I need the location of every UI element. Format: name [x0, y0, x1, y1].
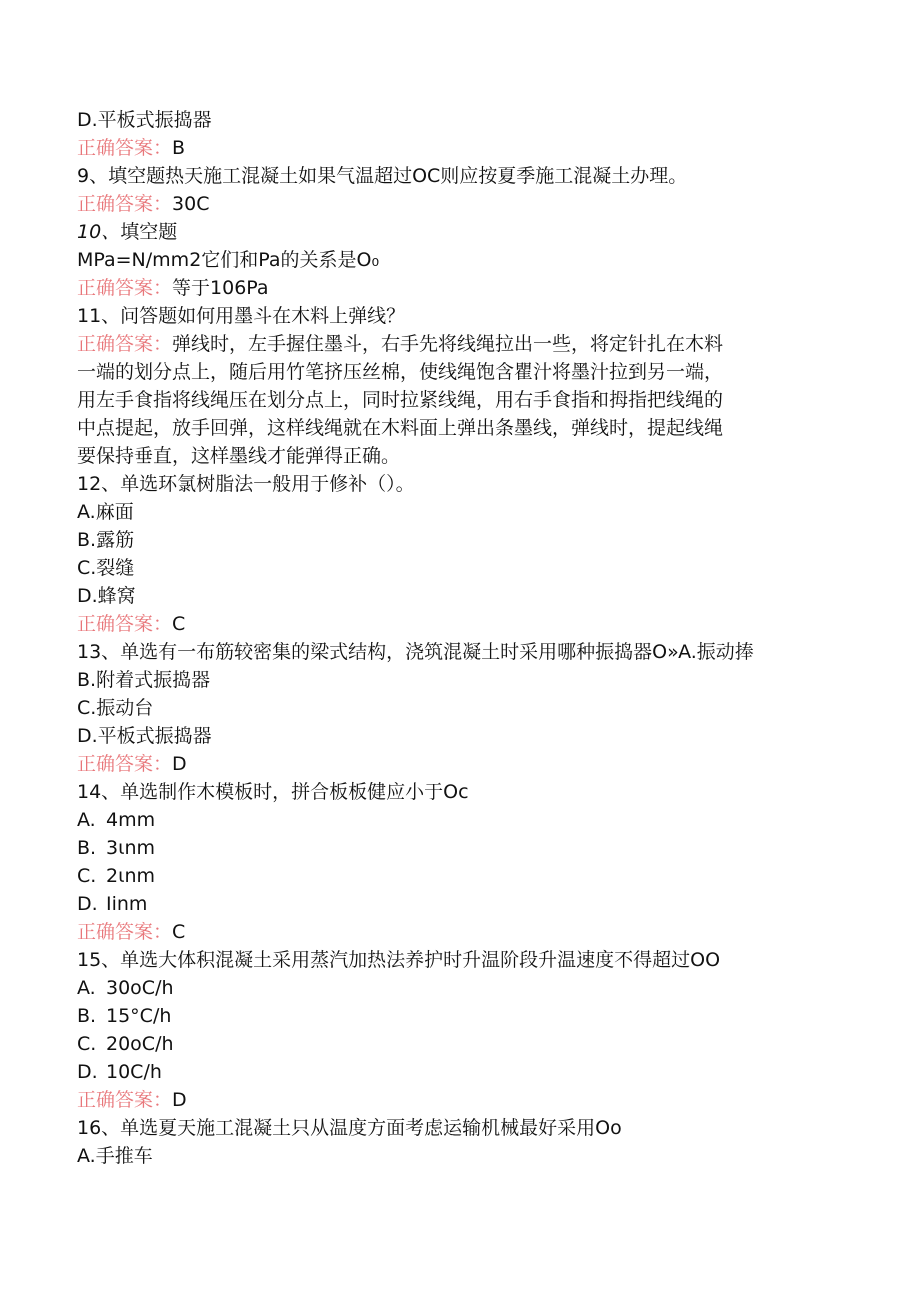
option-key: B. — [77, 1005, 97, 1027]
q11-question: 11、问答题如何用墨斗在木料上弹线？ — [77, 305, 406, 327]
q9-answer — [77, 190, 209, 218]
option-key: A. — [77, 809, 96, 831]
q15-option-d — [77, 1058, 162, 1086]
q13-option-c: C.振动台 — [77, 697, 154, 719]
q14-option-b — [77, 834, 155, 862]
option-key: D. — [77, 1061, 98, 1083]
option-key: B. — [77, 837, 97, 859]
answer-value: 等于106Pa — [172, 277, 269, 299]
q15-option-c — [77, 1030, 174, 1058]
answer-label: 正确答案： — [77, 921, 173, 943]
option-value: 2ιnm — [106, 865, 156, 887]
q16-option-a: A.手推车 — [77, 1145, 153, 1167]
answer-value: 弹线时，左手握住墨斗，右手先将线绳拉出一些，将定针扎在木料 — [172, 333, 724, 355]
option-value: 15°C∕h — [106, 1005, 172, 1027]
q11-answer — [77, 330, 723, 358]
q10-number: 10、 — [77, 221, 121, 243]
option-key: C. — [77, 1033, 97, 1055]
q12-option-b: B.露筋 — [77, 529, 135, 551]
answer-value: C — [172, 921, 186, 943]
q12-option-d: D.蜂窝 — [77, 585, 136, 607]
q10-header — [77, 218, 177, 246]
q12-answer — [77, 610, 185, 638]
answer-value: 30C — [172, 193, 210, 215]
option-value: 30oC∕h — [106, 977, 174, 999]
answer-label: 正确答案： — [77, 613, 173, 635]
answer-label: 正确答案： — [77, 753, 173, 775]
answer-label: 正确答案： — [77, 193, 173, 215]
q13-option-d: D.平板式振捣器 — [77, 725, 212, 747]
answer-label: 正确答案： — [77, 137, 173, 159]
q14-option-c — [77, 862, 155, 890]
option-key: C. — [77, 865, 97, 887]
answer-value: B — [172, 137, 186, 159]
q8-option-d: D.平板式振捣器 — [77, 109, 212, 131]
q12-option-a: A.麻面 — [77, 501, 134, 523]
q13-question: 13、单选有一布筋较密集的梁式结构，浇筑混凝土时采用哪种振捣器O»A.振动捧 — [77, 641, 754, 663]
answer-label: 正确答案： — [77, 333, 173, 355]
q11-answer-line: 一端的划分点上，随后用竹笔挤压丝棉，使线绳饱含瞿汁将墨汁拉到另一端， — [77, 361, 724, 383]
q10-answer — [77, 274, 269, 302]
option-value: 3ιnm — [106, 837, 156, 859]
q9-question: 9、填空题热天施工混凝土如果气温超过OC则应按夏季施工混凝土办理。 — [77, 165, 688, 187]
q11-answer-line: 要保持垂直，这样墨线才能弹得正确。 — [77, 445, 401, 467]
option-value: 20oC∕h — [106, 1033, 174, 1055]
q15-question: 15、单选大体积混凝土采用蒸汽加热法养护时升温阶段升温速度不得超过OO — [77, 949, 721, 971]
answer-label: 正确答案： — [77, 1089, 173, 1111]
answer-label: 正确答案： — [77, 277, 173, 299]
q11-answer-line: 用左手食指将线绳压在划分点上，同时拉紧线绳，用右手食指和拇指把线绳的 — [77, 389, 724, 411]
q16-question: 16、单选夏天施工混凝土只从温度方面考虑运输机械最好采用Oo — [77, 1117, 622, 1139]
option-value: 4mm — [106, 809, 156, 831]
q13-answer — [77, 750, 187, 778]
answer-value: C — [172, 613, 186, 635]
q12-option-c: C.裂缝 — [77, 557, 135, 579]
q14-option-a — [77, 806, 155, 834]
answer-value: D — [172, 753, 187, 775]
q10-type: 填空题 — [120, 221, 178, 243]
q12-question: 12、单选环氯树脂法一般用于修补（）。 — [77, 473, 415, 495]
q14-answer — [77, 918, 185, 946]
q15-answer — [77, 1086, 187, 1114]
q10-question: MPa=N/mm2它们和Pa的关系是O₀ — [77, 249, 380, 271]
q14-question: 14、单选制作木模板时，拼合板板健应小于Oc — [77, 781, 469, 803]
q15-option-a — [77, 974, 174, 1002]
q14-option-d — [77, 890, 147, 918]
option-value: 10C∕h — [106, 1061, 162, 1083]
q11-answer-line: 中点提起，放手回弹，这样线绳就在木料面上弹出条墨线，弹线时，提起线绳 — [77, 417, 724, 439]
option-key: A. — [77, 977, 96, 999]
option-key: D. — [77, 893, 98, 915]
q15-option-b — [77, 1002, 171, 1030]
q8-answer — [77, 134, 185, 162]
answer-value: D — [172, 1089, 187, 1111]
option-value: Iinm — [106, 893, 148, 915]
q13-option-b: B.附着式振捣器 — [77, 669, 211, 691]
